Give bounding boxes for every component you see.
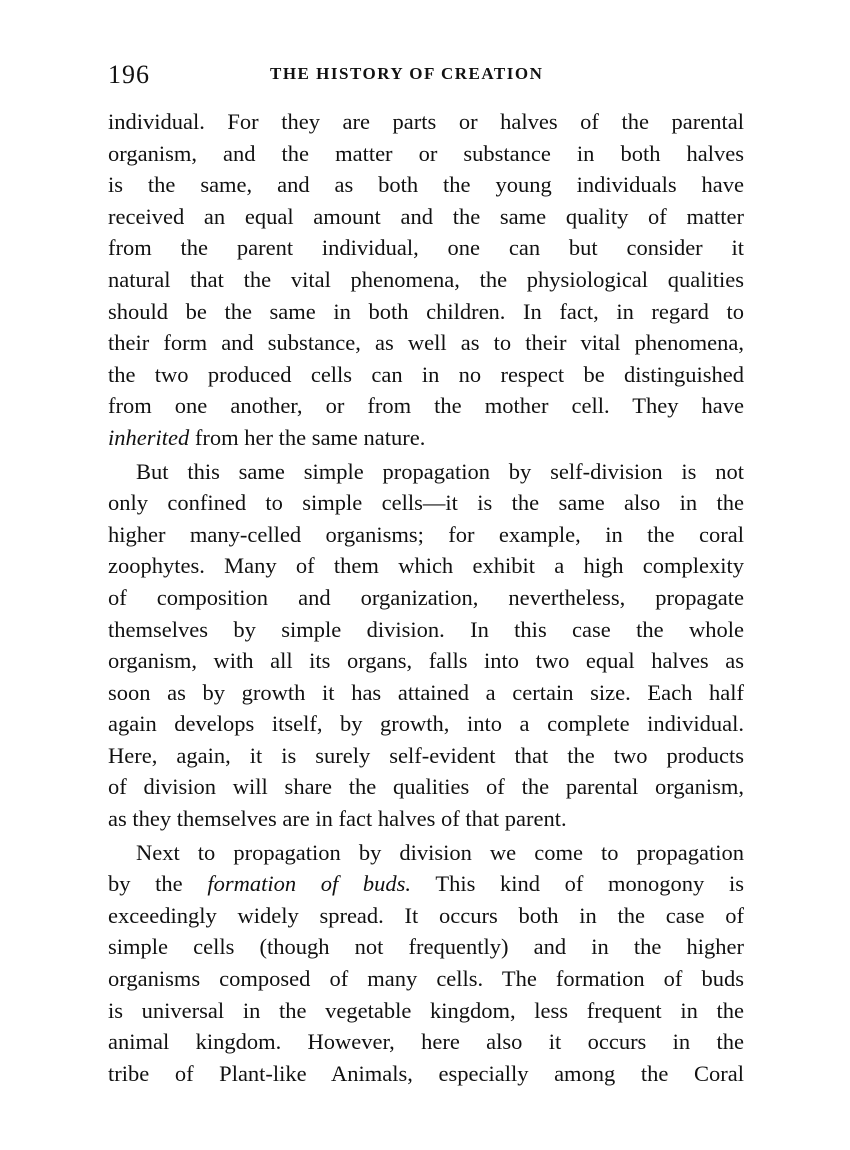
text-line: themselves by simple division. In this case the whole [108,616,744,642]
text-line: organism, and the matter or substance in both halves [108,140,744,166]
text-line: from one another, or from the mother cell. They have [108,393,744,419]
text-line: should be the same in both children. In fact, in regard to [108,298,744,324]
text-line: Here, again, it is surely self-evident that the two products [108,742,744,768]
page-number: 196 [108,60,150,89]
italic-term: inherited [108,424,190,450]
paragraph-1 [108,106,744,454]
text-line: individual. For they are parts or halves of the parental [108,109,744,134]
text-line: organism, with all its organs, falls into two equal halves as [108,648,744,674]
text-line: animal kingdom. However, here also it occurs in the [108,1029,744,1055]
text-line: tribe of Plant-like Animals, especially among the Coral [108,1060,744,1086]
text-line: zoophytes. Many of them which exhibit a high complexity [108,553,744,579]
text-line: from the parent individual, one can but consider it [108,235,744,261]
text-line: by the formation of buds. This kind of monogony is [108,871,744,897]
text-line: soon as by growth it has attained a certain size. Each half [108,679,744,705]
text-line: higher many-celled organisms; for example, in the coral [108,521,744,547]
text-line: their form and substance, as well as to their vital phenomena, [108,330,744,356]
paragraph-2 [108,456,744,835]
italic-term: formation of buds. [207,871,412,897]
text-line: received an equal amount and the same quality of matter [108,203,744,229]
text-line: inherited from her the same nature. [108,424,426,450]
text-line: again develops itself, by growth, into a complete individual. [108,711,744,737]
running-head [108,60,748,90]
text-line: Next to propagation by division we come to propagation [136,839,744,865]
text-line: is the same, and as both the young individuals have [108,172,744,198]
running-title: THE HISTORY OF CREATION [270,64,544,83]
text-line: natural that the vital phenomena, the physiological qualities [108,266,744,292]
text-line: is universal in the vegetable kingdom, less frequent in the [108,997,744,1023]
paragraph-3 [108,837,744,1090]
text-line: But this same simple propagation by self-division is not [136,458,744,484]
text-line: organisms composed of many cells. The formation of buds [108,966,744,992]
text-line: the two produced cells can in no respect be distinguished [108,361,744,387]
text-line: of division will share the qualities of the parental organism, [108,774,744,800]
text-line: as they themselves are in fact halves of that parent. [108,806,567,832]
text-line: of composition and organization, nevertheless, propagate [108,584,744,610]
text-line: simple cells (though not frequently) and in the higher [108,934,744,960]
text-line: exceedingly widely spread. It occurs both in the case of [108,902,744,928]
body-text [108,106,744,1089]
text-line: only confined to simple cells—it is the same also in the [108,490,744,516]
